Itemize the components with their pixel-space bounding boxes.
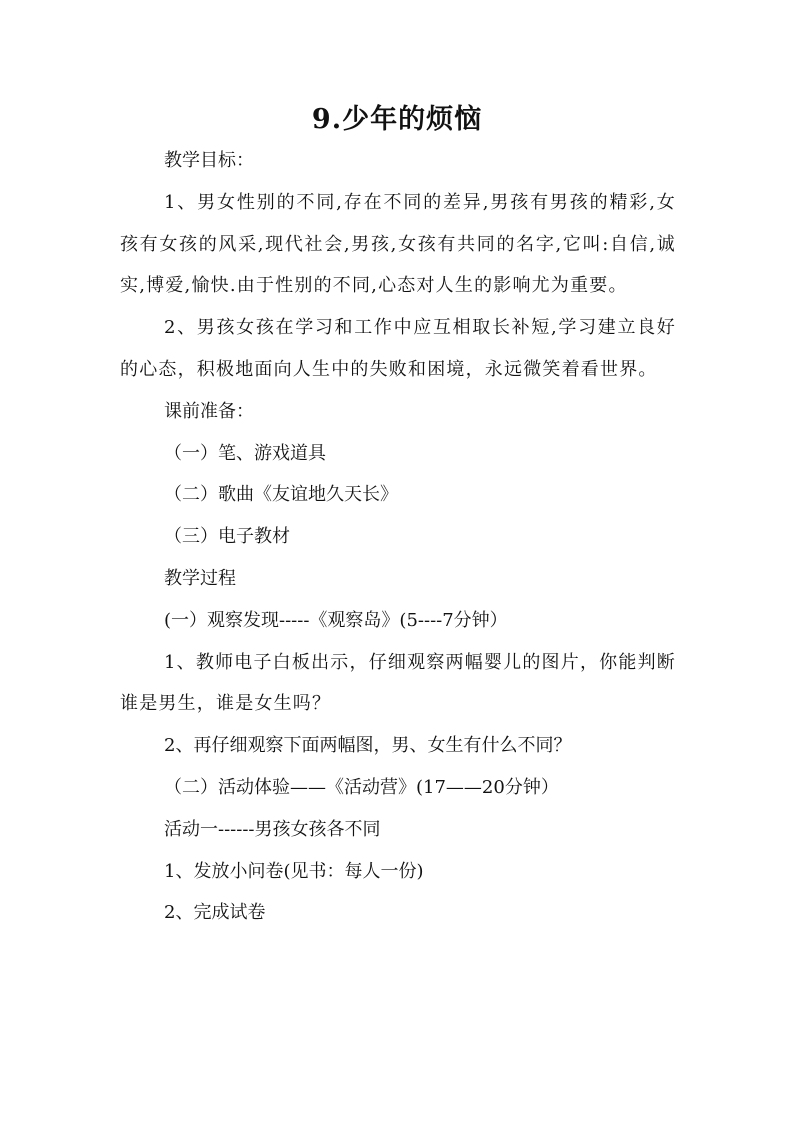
prep-heading: 课前准备： [164,400,254,422]
goal-paragraph-1: 1、男女性别的不同,存在不同的差异,男孩有男孩的精彩,女孩有女孩的风采,现代社会,男孩,女孩有共同的名字,它叫:自信,诚实,博爱,愉快.由于性别的不同,心态对人生的影响尤为重要。 [120,191,676,297]
activity-1-item-1: 1、发放小问卷(见书：每人一份) [164,860,424,882]
goals-heading: 教学目标： [164,150,254,171]
process-section-1-item-1: 1、教师电子白板出示，仔细观察两幅婴儿的图片，你能判断谁是男生，谁是女生吗？ [120,651,676,715]
prep-item-3: （三）电子教材 [164,526,290,548]
document-body [120,140,676,934]
process-section-2: （二）活动体验——《活动营》(17——20分钟） [164,776,559,798]
process-section-1-item-2: 2、再仔细观察下面两幅图，男、女生有什么不同？ [164,735,572,757]
prep-item-1: （一）笔、游戏道具 [164,442,326,464]
goal-paragraph-2: 2、男孩女孩在学习和工作中应互相取长补短,学习建立良好的心态，积极地面向人生中的失败和困境，永远微笑着看世界。 [120,317,676,380]
document-title: 9.少年的烦恼 [311,104,483,135]
process-heading: 教学过程 [164,567,236,589]
prep-item-2: （二）歌曲《友谊地久天长》 [164,484,398,506]
activity-1-item-2: 2、完成试卷 [164,902,266,924]
process-section-1: (一）观察发现-----《观察岛》(5----7分钟） [164,609,508,631]
activity-1-heading: 活动一------男孩女孩各不同 [164,818,381,840]
